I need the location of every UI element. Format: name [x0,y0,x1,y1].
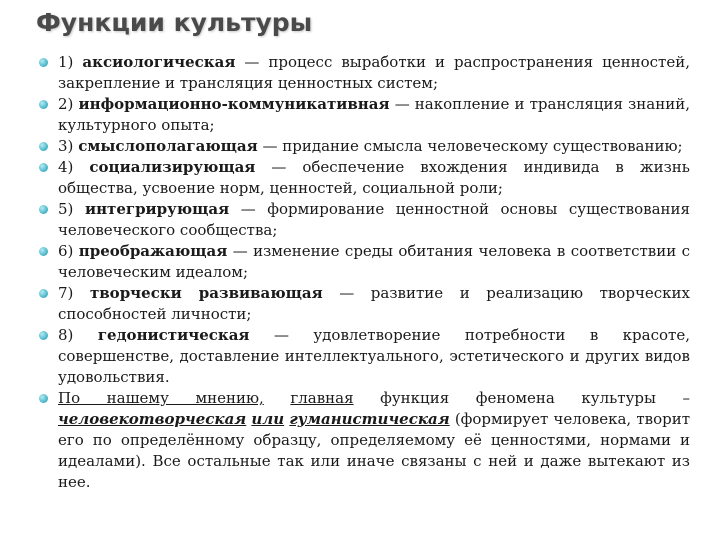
bullet-icon [39,163,48,172]
item-term: гедонистическая [97,326,250,344]
item-term: информационно-коммуникативная [78,95,390,113]
conclusion-main: главная [290,389,354,407]
conclusion-emphasis-2: гуманистическая [289,410,450,428]
list-item [38,199,690,241]
bullet-icon [39,58,48,67]
bullet-icon [39,331,48,340]
item-text: — процесс выработки и распространения ценностей, закрепление и трансляция ценностных систем; [58,53,691,92]
bullet-icon [39,142,48,151]
item-number: 1) [58,53,74,71]
conclusion-or: или [251,410,285,428]
item-number: 5) [58,200,74,218]
item-text: — обеспечение вхождения индивида в жизнь общества, усвоение норм, ценностей, социальной роли; [58,158,690,197]
item-number: 6) [58,242,74,260]
item-text: — накопление и трансляция знаний, культурного опыта; [58,95,690,134]
conclusion-mid: функция феномена культуры – [380,389,690,407]
bullet-icon [39,289,48,298]
bullet-icon [39,205,48,214]
item-term: смыслополагающая [78,137,258,155]
list-item [38,94,690,136]
list-item [38,136,690,157]
item-term: творчески развивающая [89,284,323,302]
list-item [38,325,690,388]
item-term: социализирующая [89,158,256,176]
list-item [38,241,690,283]
functions-list [38,52,690,493]
conclusion-item [38,388,690,493]
item-text: — развитие и реализацию творческих способностей личности; [58,284,690,323]
conclusion-rest: (формирует человека, творит его по определённому образцу, определяемому её ценностями, нормами и идеалами). Все остальные так или иначе связаны с ней и даже вытекают из нее. [58,410,690,491]
item-term: интегрирующая [84,200,230,218]
item-number: 8) [58,326,74,344]
conclusion-intro: По нашему мнению, [58,389,264,407]
item-text: — придание смысла человеческому существованию; [262,137,683,155]
item-number: 2) [58,95,74,113]
conclusion-emphasis-1: человекотворческая [58,410,247,428]
bullet-icon [39,100,48,109]
item-text: — изменение среды обитания человека в соответствии с человеческим идеалом; [58,242,690,281]
item-text: — удовлетворение потребности в красоте, совершенстве, доставление интеллектуального, эстетического и других видов удовольствия. [58,326,690,386]
list-item [38,283,690,325]
bullet-icon [39,247,48,256]
item-number: 3) [58,137,74,155]
item-term: аксиологическая [82,53,236,71]
item-term: преображающая [78,242,228,260]
bullet-icon [39,394,48,403]
item-number: 4) [58,158,74,176]
item-text: — формирование ценностной основы существования человеческого сообщества; [58,200,690,239]
slide-title: Функции культуры [36,8,313,37]
list-item [38,157,690,199]
item-number: 7) [58,284,74,302]
list-item [38,52,690,94]
